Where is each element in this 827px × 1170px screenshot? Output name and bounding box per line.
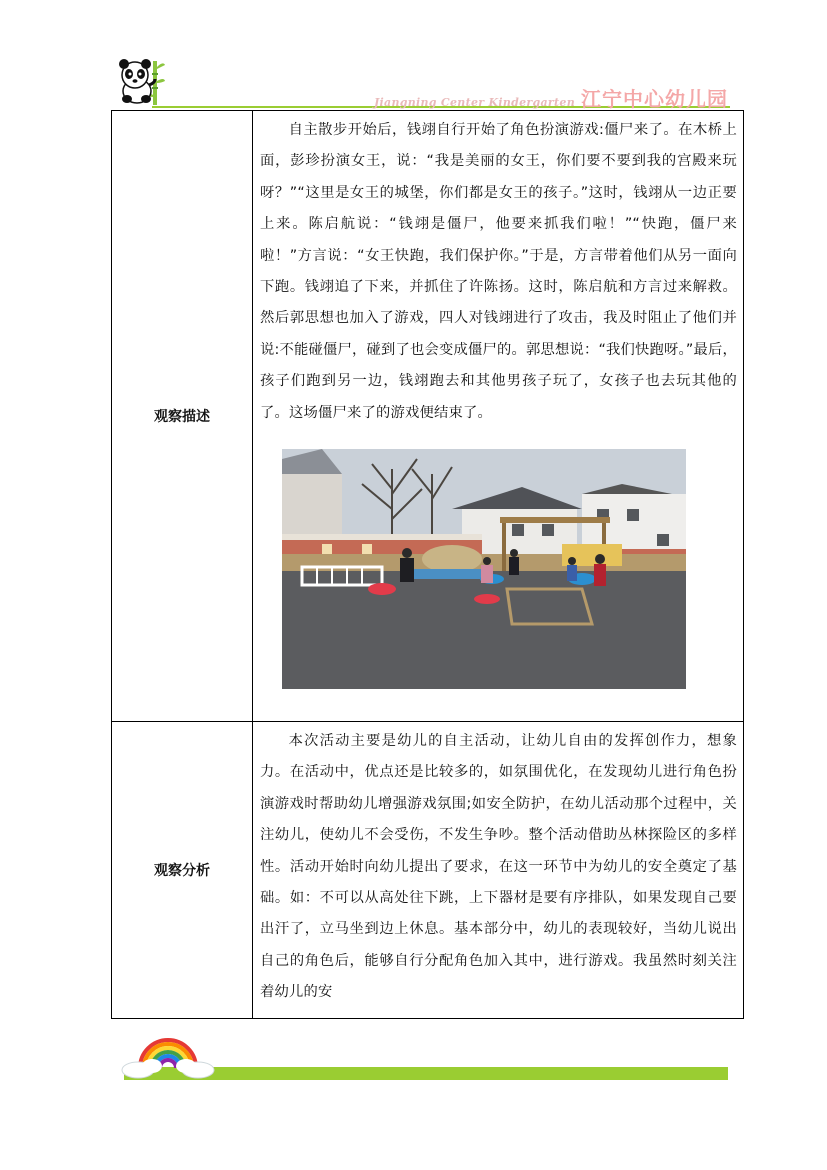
playground-photo [282, 449, 686, 689]
row-content [253, 111, 744, 722]
row-content [253, 722, 744, 1019]
observation-analysis-text: 本次活动主要是幼儿的自主活动，让幼儿自由的发挥创作力，想象力。在活动中，优点还是比较多的，如氛围优化，在发现幼儿进行角色扮演游戏时帮助幼儿增强游戏氛围;如安全防护，在幼儿活动那个过程中，关注幼儿，使幼儿不会受伤，不发生争吵。整个活动借助丛林探险区的多样性。活动开始时向幼儿提出了要求，在这一环节中为幼儿的安全奠定了基础。如：不可以从高处往下跳，上下器材是要有序排队，如果发现自己要出汗了，立马坐到边上休息。基本部分中，幼儿的表现较好，当幼儿说出自己的角色后，能够自行分配角色加入其中，进行游戏。我虽然时刻关注着幼儿的安 [260, 733, 737, 1001]
photo-image [282, 449, 686, 689]
school-name-en: Jiangning Center Kindergarten [374, 96, 575, 109]
page-footer [120, 1030, 730, 1085]
row-label: 观察描述 [112, 111, 253, 722]
school-name-cn: 江宁中心幼儿园 [581, 87, 728, 111]
page-header [110, 55, 730, 110]
rainbow-cloud-icon [120, 1030, 215, 1080]
row-label: 观察分析 [112, 722, 253, 1019]
table-row-description [112, 111, 744, 722]
observation-table [111, 110, 744, 1019]
header-school-name [374, 83, 728, 112]
table-row-analysis [112, 722, 744, 1019]
observation-description-text: 自主散步开始后，钱翊自行开始了角色扮演游戏:僵尸来了。在木桥上面，彭珍扮演女王，说：“我是美丽的女王，你们要不要到我的宫殿来玩呀？”“这里是女王的城堡，你们都是女王的孩子。”这时，钱翊从一边正要上来。陈启航说：“钱翊是僵尸，他要来抓我们啦！”“快跑，僵尸来啦！”方言说：“女王快跑，我们保护你。”于是，方言带着他们从另一面向下跑。钱翊追了下来，并抓住了许陈扬。这时，陈启航和方言过来解救。然后郭思想也加入了游戏，四人对钱翊进行了攻击，我及时阻止了他们并说:不能碰僵尸，碰到了也会变成僵尸的。郭思想说：“我们快跑呀。”最后，孩子们跑到另一边，钱翊跑去和其他男孩子玩了，女孩子也去玩其他的了。这场僵尸来了的游戏便结束了。 [260, 122, 737, 421]
panda-logo-icon [115, 55, 165, 107]
